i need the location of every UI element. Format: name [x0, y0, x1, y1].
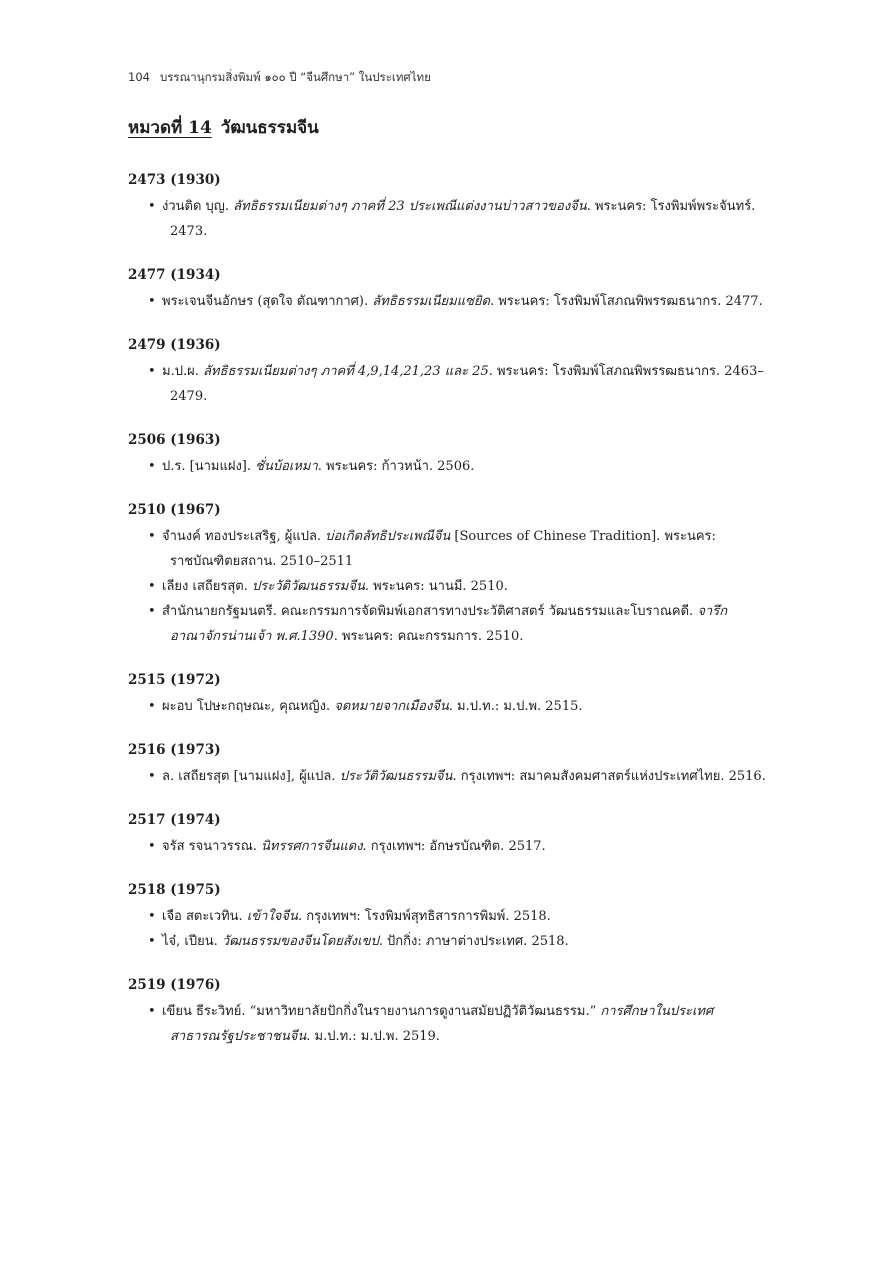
entry-text: ม.ป.ผ. [162, 364, 203, 379]
year-section [128, 263, 770, 314]
bullet-icon: • [148, 199, 156, 214]
entry-list [128, 834, 770, 859]
bibliography-entry [128, 359, 770, 409]
entry-text: . พระนคร: นานมี. 2510. [364, 579, 508, 594]
year-heading: 2518 (1975) [128, 882, 221, 898]
year-section [128, 168, 770, 244]
year-heading: 2519 (1976) [128, 977, 221, 993]
bibliography-entry [128, 764, 770, 789]
entry-title: นิทรรศการจีนแดง [261, 839, 363, 854]
year-section [128, 808, 770, 859]
entry-title: ลัทธิธรรมเนียมต่างๆ ภาคที่ 4,9,14,21,23 และ 25 [202, 364, 489, 379]
bullet-icon: • [148, 364, 156, 379]
bibliography-entry [128, 454, 770, 479]
entry-list [128, 289, 770, 314]
bibliography-entry [128, 574, 770, 599]
bullet-icon: • [148, 1004, 156, 1019]
bibliography-entry [128, 999, 770, 1049]
bullet-icon: • [148, 934, 156, 949]
entry-text: . พระนคร: โรงพิมพ์โสภณพิพรรฒธนากร. 2477. [489, 294, 763, 309]
year-heading: 2517 (1974) [128, 812, 221, 828]
entry-list [128, 194, 770, 244]
entry-text: สำนักนายกรัฐมนตรี. คณะกรรมการจัดพิมพ์เอกสารทางประวัติศาสตร์ วัฒนธรรมและโบราณคดี. [162, 604, 698, 619]
year-section [128, 668, 770, 719]
entry-title: ประวัติวัฒนธรรมจีน [339, 769, 453, 784]
year-heading: 2510 (1967) [128, 502, 221, 518]
bibliography-entry [128, 599, 770, 649]
entry-text: . ม.ป.ท.: ม.ป.พ. 2519. [306, 1029, 440, 1044]
year-section [128, 738, 770, 789]
entry-text: ล. เสถียรสุต [นามแฝง], ผู้แปล. [162, 769, 340, 784]
bullet-icon: • [148, 604, 156, 619]
bibliography-entry [128, 194, 770, 244]
entry-list [128, 764, 770, 789]
year-section [128, 428, 770, 479]
entry-list [128, 694, 770, 719]
entry-title: เข้าใจจีน [246, 909, 298, 924]
entry-text: ป.ร. [นามแฝง]. [162, 459, 256, 474]
entry-text: พระเจนจีนอักษร (สุดใจ ตัณฑากาศ). [162, 294, 373, 309]
entry-text: ผะอบ โปษะกฤษณะ, คุณหญิง. [162, 699, 335, 714]
entry-title: การศึกษาในประเทศสาธารณรัฐประชาชนจีน [170, 1004, 714, 1044]
entry-text: . ปักกิ่ง: ภาษาต่างประเทศ. 2518. [378, 934, 569, 949]
entry-title: จดหมายจากเมืองจีน [334, 699, 449, 714]
bibliography-entry [128, 929, 770, 954]
chapter-heading [128, 114, 319, 141]
entry-text: ไจ๋, เปียน. [162, 934, 222, 949]
entry-text: จรัส รจนาวรรณ. [162, 839, 262, 854]
year-heading: 2479 (1936) [128, 337, 221, 353]
entry-title: จารึกอาณาจักรน่านเจ้า พ.ศ.1390 [170, 604, 728, 644]
entry-title: ชั่นบ้อเหมา [255, 459, 318, 474]
bullet-icon: • [148, 909, 156, 924]
entry-text: ง่วนติด บุญ. [162, 199, 234, 214]
chapter-title: วัฒนธรรมจีน [220, 118, 319, 138]
entry-text: เขียน ธีระวิทย์. “มหาวิทยาลัยปักกิ่งในรายงานการดูงานสมัยปฏิวัติวัฒนธรรม.” [162, 1004, 601, 1019]
year-heading: 2506 (1963) [128, 432, 221, 448]
entry-title: ลัทธิธรรมเนียมแซยิด [372, 294, 490, 309]
bullet-icon: • [148, 699, 156, 714]
entry-list [128, 359, 770, 409]
bibliography-entry [128, 834, 770, 859]
entry-text: เลียง เสถียรสุต. [162, 579, 252, 594]
entry-text: จำนงค์ ทองประเสริฐ, ผู้แปล. [162, 529, 326, 544]
bullet-icon: • [148, 839, 156, 854]
year-section [128, 973, 770, 1049]
entry-text: . พระนคร: โรงพิมพ์โสภณพิพรรฒธนากร. 2463–2479. [170, 364, 764, 404]
entry-list [128, 999, 770, 1049]
entry-text: เจือ สตะเวทิน. [162, 909, 247, 924]
bibliography-entry [128, 904, 770, 929]
entry-text: [Sources of Chinese Tradition]. พระนคร: ราชบัณฑิตยสถาน. 2510–2511 [170, 529, 716, 569]
year-heading: 2473 (1930) [128, 172, 221, 188]
bibliography-entry [128, 289, 770, 314]
entry-title: วัฒนธรรมของจีนโดยสังเขป [221, 934, 379, 949]
entry-list [128, 454, 770, 479]
entry-text: . กรุงเทพฯ: สมาคมสังคมศาสตร์แห่งประเทศไทย. 2516. [452, 769, 766, 784]
entry-list [128, 904, 770, 954]
year-section [128, 878, 770, 954]
year-section [128, 498, 770, 649]
bullet-icon: • [148, 459, 156, 474]
entry-text: . กรุงเทพฯ: อักษรบัณฑิต. 2517. [362, 839, 546, 854]
running-head [128, 69, 431, 87]
entry-title: ประวัติวัฒนธรรมจีน [252, 579, 365, 594]
bullet-icon: • [148, 294, 156, 309]
year-heading: 2516 (1973) [128, 742, 221, 758]
year-heading: 2515 (1972) [128, 672, 221, 688]
entry-list [128, 524, 770, 649]
bibliography-content [128, 168, 770, 1068]
entry-text: . พระนคร: โรงพิมพ์พระจันทร์. 2473. [170, 199, 756, 239]
entry-title: บ่อเกิดลัทธิประเพณีจีน [325, 529, 451, 544]
bullet-icon: • [148, 579, 156, 594]
entry-text: . พระนคร: คณะกรรมการ. 2510. [333, 629, 524, 644]
chapter-number: หมวดที่ 14 [128, 118, 212, 138]
page-number: 104 [128, 70, 150, 84]
year-heading: 2477 (1934) [128, 267, 221, 283]
bullet-icon: • [148, 529, 156, 544]
running-title: บรรณานุกรมสิ่งพิมพ์ ๑๐๐ ปี “จีนศึกษา” ในประเทศไทย [159, 70, 431, 84]
entry-text: . กรุงเทพฯ: โรงพิมพ์สุทธิสารการพิมพ์. 2518. [297, 909, 551, 924]
bibliography-entry [128, 524, 770, 574]
entry-text: . พระนคร: ก้าวหน้า. 2506. [317, 459, 475, 474]
entry-title: ลัทธิธรรมเนียมต่างๆ ภาคที่ 23 ประเพณีแต่งงานบ่าวสาวของจีน [233, 199, 587, 214]
bibliography-entry [128, 694, 770, 719]
entry-text: . ม.ป.ท.: ม.ป.พ. 2515. [448, 699, 583, 714]
year-section [128, 333, 770, 409]
bullet-icon: • [148, 769, 156, 784]
